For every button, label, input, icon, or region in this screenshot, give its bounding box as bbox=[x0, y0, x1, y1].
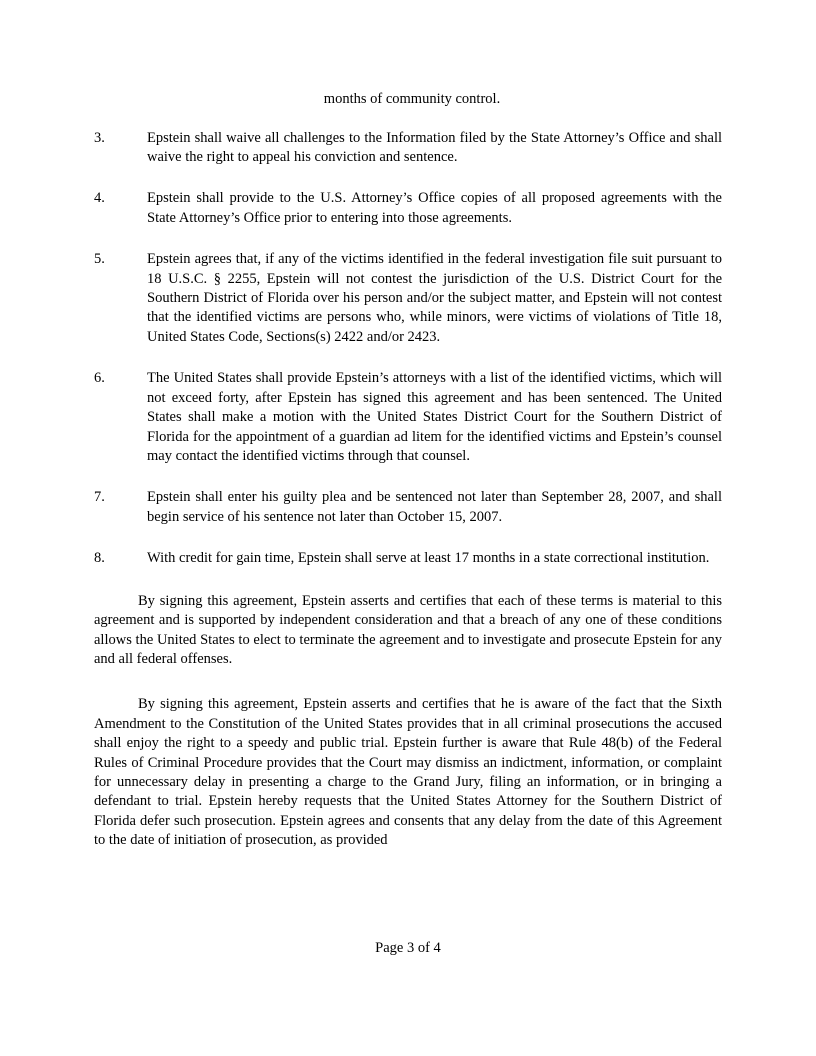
list-item-text: Epstein agrees that, if any of the victims identified in the federal investigation file suit pursuant to 18 U.S.C. § 2255, Epstein will not contest the jurisdiction of the U.S. District Court for the Southern District of Florida over his person and/or the subject matter, and Epstein will not contest that the identified victims are persons who, while minors, were victims of violations of Title 18, United States Code, Sections(s) 2422 and/or 2423. bbox=[147, 251, 722, 345]
list-item-text: Epstein shall enter his guilty plea and be sentenced not later than September 28, 2007, and shall begin service of his sentence not later than October 15, 2007. bbox=[147, 489, 722, 525]
list-item bbox=[94, 250, 722, 347]
list-item-number: 6. bbox=[94, 370, 105, 387]
list-item-number: 4. bbox=[94, 190, 105, 207]
list-item-number: 3. bbox=[94, 129, 105, 146]
list-item-text: With credit for gain time, Epstein shall serve at least 17 months in a state correctional institution. bbox=[147, 550, 710, 567]
paragraph: By signing this agreement, Epstein asserts and certifies that he is aware of the fact that the Sixth Amendment to the Constitution of the United States provides that in all criminal prosecutions the accused shall enjoy the right to a speedy and public trial. Epstein further is aware that Rule 48(b) of the Federal Rules of Criminal Procedure provides that the Court may dismiss an indictment, information, or complaint for unnecessary delay in presenting a charge to the Grand Jury, filing an information, or in bringing a defendant to trial. Epstein hereby requests that the United States Attorney for the Southern District of Florida defer such prosecution. Epstein agrees and consents that any delay from the date of this Agreement to the date of initiation of prosecution, as provided bbox=[94, 696, 722, 849]
list-item-text: Epstein shall waive all challenges to the Information filed by the State Attorney’s Office and shall waive the right to appeal his conviction and sentence. bbox=[147, 129, 722, 165]
page-footer: Page 3 of 4 bbox=[375, 940, 441, 956]
list-item bbox=[94, 129, 722, 168]
list-item bbox=[94, 369, 722, 466]
list-item-number: 5. bbox=[94, 251, 105, 268]
list-item-text: The United States shall provide Epstein’s attorneys with a list of the identified victims, which will not exceed forty, after Epstein has signed this agreement and has been sentenced. The United States shall make a motion with the United States District Court for the Southern District of Florida for the appointment of a guardian ad litem for the identified victims and Epstein’s counsel may contact the identified victims through that counsel. bbox=[147, 370, 722, 464]
document-body bbox=[94, 92, 722, 865]
list-item bbox=[94, 189, 722, 228]
list-item-number: 7. bbox=[94, 489, 105, 506]
continuation-line: months of community control. bbox=[323, 91, 501, 107]
list-item-number: 8. bbox=[94, 550, 105, 567]
paragraph: By signing this agreement, Epstein asserts and certifies that each of these terms is material to this agreement and is supported by independent consideration and that a breach of any one of these conditions allows the United States to elect to terminate the agreement and to investigate and prosecute Epstein for any and all federal offenses. bbox=[94, 592, 722, 667]
list-item bbox=[94, 488, 722, 527]
list-item-text: Epstein shall provide to the U.S. Attorney’s Office copies of all proposed agreements with the State Attorney’s Office prior to entering into those agreements. bbox=[147, 190, 722, 226]
list-item bbox=[94, 549, 722, 568]
